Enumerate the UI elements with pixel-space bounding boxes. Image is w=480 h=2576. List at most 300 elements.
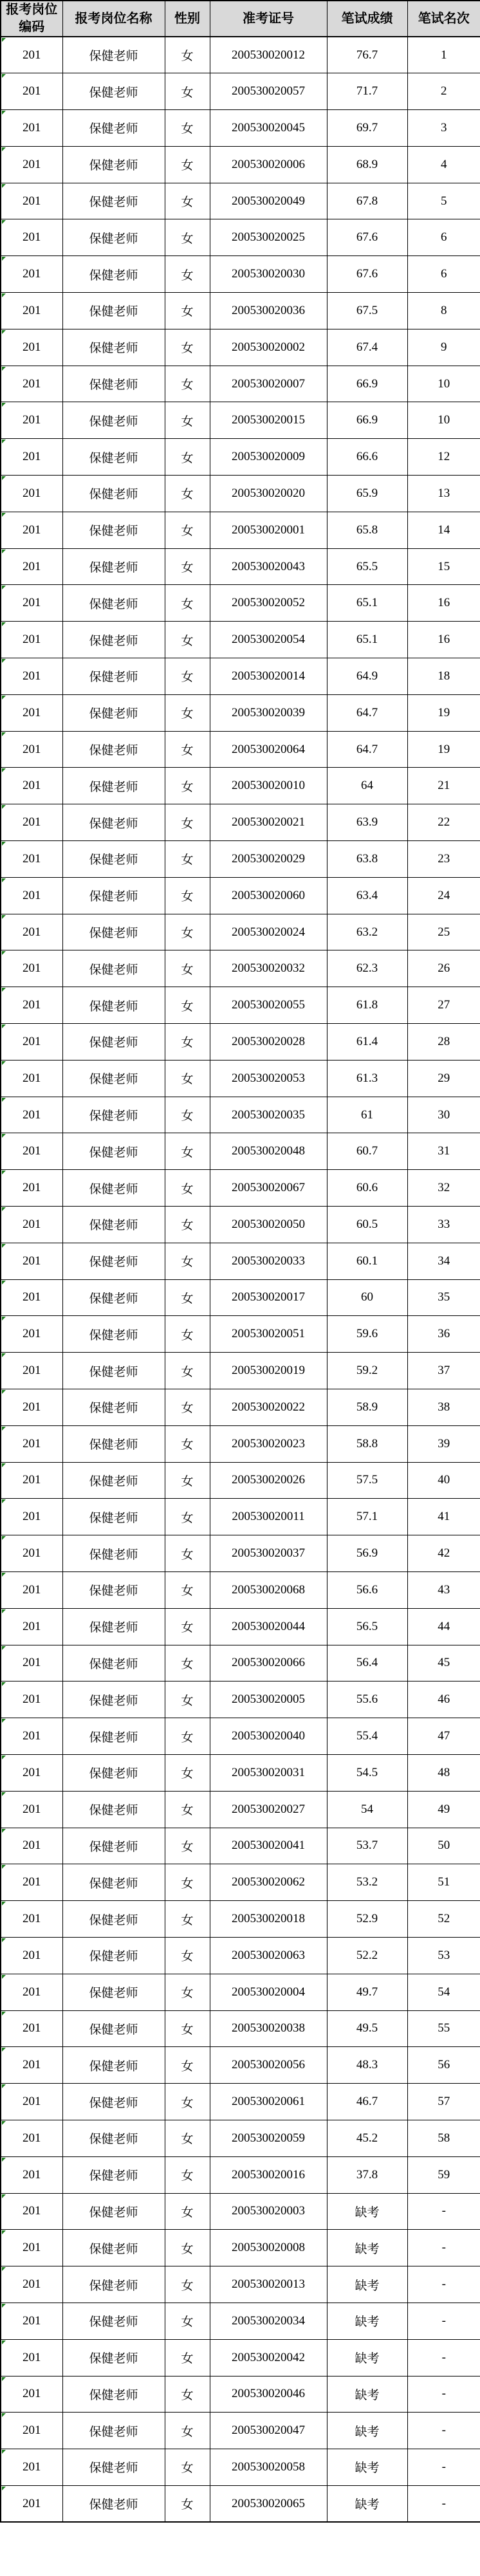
green-corner-flag-icon <box>2 2012 6 2015</box>
cell-ticket-number <box>210 512 327 548</box>
cell-position-code <box>1 658 62 695</box>
cell-written-score <box>327 622 407 658</box>
cell-text: 54 <box>438 1985 450 1999</box>
cell-ticket-number <box>210 914 327 950</box>
cell-ticket-number <box>210 183 327 219</box>
cell-text: 女 <box>181 2498 194 2512</box>
cell-ticket-number <box>210 1499 327 1535</box>
cell-text: 保健老师 <box>89 1511 138 1525</box>
cell-text: 201 <box>23 1839 41 1853</box>
cell-ticket-number <box>210 2303 327 2339</box>
cell-text: 59 <box>438 2167 450 2182</box>
cell-text: 201 <box>23 1217 41 1231</box>
cell-text: 200530020034 <box>232 2313 305 2328</box>
cell-text: 女 <box>181 2059 194 2073</box>
cell-gender <box>165 950 210 987</box>
cell-text: 保健老师 <box>89 86 138 100</box>
green-corner-flag-icon <box>2 2267 6 2271</box>
cell-written-score <box>327 1170 407 1207</box>
cell-position-code <box>1 1462 62 1499</box>
table-row <box>1 1937 480 1974</box>
cell-text: 201 <box>23 194 41 208</box>
cell-text: 19 <box>438 742 450 756</box>
cell-written-rank <box>407 2047 480 2084</box>
cell-text: 保健老师 <box>89 1073 138 1087</box>
cell-text: 200530020031 <box>232 1765 305 1779</box>
cell-position-code <box>1 877 62 914</box>
cell-ticket-number <box>210 1425 327 1462</box>
cell-position-name <box>62 37 165 73</box>
cell-position-name <box>62 219 165 256</box>
green-corner-flag-icon <box>2 220 6 224</box>
cell-text: 女 <box>181 853 194 867</box>
green-corner-flag-icon <box>2 696 6 700</box>
cell-text: 保健老师 <box>89 50 138 64</box>
cell-gender <box>165 1535 210 1572</box>
green-corner-flag-icon <box>2 1865 6 1869</box>
table-row <box>1 2230 480 2266</box>
cell-text: 女 <box>181 597 194 611</box>
cell-text: 200530020060 <box>232 888 305 902</box>
cell-text: 50 <box>438 1839 450 1853</box>
cell-text: 200530020041 <box>232 1839 305 1853</box>
cell-gender <box>165 439 210 476</box>
cell-position-code <box>1 1901 62 1938</box>
cell-position-code <box>1 2303 62 2339</box>
green-corner-flag-icon <box>2 1207 6 1211</box>
cell-text: 女 <box>181 159 194 173</box>
cell-written-rank <box>407 1974 480 2010</box>
table-row <box>1 1170 480 1207</box>
table-row <box>1 1535 480 1572</box>
cell-text: 200530020016 <box>232 2167 305 2182</box>
cell-gender <box>165 1243 210 1279</box>
cell-text: 71.7 <box>356 84 378 98</box>
table-row <box>1 183 480 219</box>
cell-position-code <box>1 1389 62 1425</box>
cell-text: 女 <box>181 2315 194 2330</box>
cell-written-score <box>327 2193 407 2230</box>
cell-gender <box>165 2449 210 2486</box>
cell-text: 12 <box>438 450 450 464</box>
cell-text: 200530020005 <box>232 1692 305 1707</box>
cell-text: 201 <box>23 705 41 719</box>
cell-text: 201 <box>23 1619 41 1633</box>
cell-text: 200530020025 <box>232 230 305 245</box>
table-row <box>1 1207 480 1243</box>
cell-text: 保健老师 <box>89 597 138 611</box>
cell-text: 200530020063 <box>232 1948 305 1962</box>
cell-gender <box>165 658 210 695</box>
cell-gender <box>165 2339 210 2376</box>
cell-gender <box>165 2303 210 2339</box>
cell-text: 保健老师 <box>89 1182 138 1196</box>
cell-text: 201 <box>23 888 41 902</box>
cell-text: 52.9 <box>356 1912 378 1926</box>
cell-text: 55 <box>438 2021 450 2035</box>
green-corner-flag-icon <box>2 805 6 809</box>
cell-ticket-number <box>210 1133 327 1170</box>
cell-text: 201 <box>23 120 41 134</box>
cell-text: 201 <box>23 2350 41 2364</box>
cell-text: 44 <box>438 1619 450 1633</box>
green-corner-flag-icon <box>2 1134 6 1138</box>
cell-text: 201 <box>23 1473 41 1487</box>
cell-written-rank <box>407 1864 480 1901</box>
cell-text: 保健老师 <box>89 1876 138 1891</box>
cell-position-code <box>1 1024 62 1061</box>
cell-text: - <box>441 2313 446 2328</box>
cell-text: 200530020018 <box>232 1912 305 1926</box>
cell-gender <box>165 1279 210 1316</box>
green-corner-flag-icon <box>2 1902 6 1905</box>
cell-text: 58 <box>438 2131 450 2145</box>
cell-position-code <box>1 183 62 219</box>
cell-text: 201 <box>23 157 41 171</box>
cell-text: 200530020062 <box>232 1875 305 1889</box>
cell-position-code <box>1 2449 62 2486</box>
cell-gender <box>165 1974 210 2010</box>
cell-text: 201 <box>23 486 41 500</box>
cell-ticket-number <box>210 1389 327 1425</box>
cell-text: 63.8 <box>356 851 378 866</box>
cell-text: 66.6 <box>356 450 378 464</box>
cell-gender <box>165 1060 210 1097</box>
cell-ticket-number <box>210 2376 327 2413</box>
cell-text: 60.6 <box>356 1181 378 1195</box>
cell-written-rank <box>407 841 480 878</box>
cell-text: 保健老师 <box>89 2352 138 2366</box>
cell-written-score <box>327 183 407 219</box>
cell-position-name <box>62 2485 165 2522</box>
table-row <box>1 768 480 804</box>
cell-text: 保健老师 <box>89 671 138 685</box>
cell-text: 10 <box>438 376 450 391</box>
cell-gender <box>165 1207 210 1243</box>
cell-written-score <box>327 914 407 950</box>
cell-text: 女 <box>181 122 194 136</box>
cell-position-code <box>1 548 62 585</box>
cell-written-rank <box>407 2339 480 2376</box>
cell-position-code <box>1 1243 62 1279</box>
cell-written-rank <box>407 293 480 329</box>
cell-gender <box>165 1864 210 1901</box>
cell-text: 66.9 <box>356 376 378 391</box>
cell-written-rank <box>407 1718 480 1755</box>
cell-text: 201 <box>23 559 41 573</box>
cell-written-score <box>327 2156 407 2193</box>
cell-text: 201 <box>23 84 41 98</box>
cell-gender <box>165 1645 210 1682</box>
cell-text: 保健老师 <box>89 2498 138 2512</box>
cell-position-code <box>1 1645 62 1682</box>
cell-text: - <box>441 2387 446 2401</box>
cell-text: 53.2 <box>356 1875 378 1889</box>
cell-gender <box>165 1425 210 1462</box>
cell-text: 18 <box>438 669 450 683</box>
cell-position-name <box>62 256 165 293</box>
cell-ticket-number <box>210 1353 327 1389</box>
cell-text: 缺考 <box>355 2242 380 2256</box>
cell-text: 14 <box>438 523 450 537</box>
cell-position-code <box>1 987 62 1024</box>
cell-written-rank <box>407 2485 480 2522</box>
cell-position-code <box>1 256 62 293</box>
table-row <box>1 841 480 878</box>
cell-text: 女 <box>181 1438 194 1452</box>
cell-text: 女 <box>181 927 194 941</box>
cell-written-rank <box>407 1316 480 1353</box>
cell-text: 53 <box>438 1948 450 1962</box>
cell-text: 女 <box>181 2425 194 2439</box>
table-row <box>1 658 480 695</box>
cell-text: 201 <box>23 2277 41 2291</box>
cell-text: 女 <box>181 488 194 502</box>
cell-written-rank <box>407 548 480 585</box>
cell-gender <box>165 183 210 219</box>
cell-gender <box>165 694 210 731</box>
cell-text: 201 <box>23 1802 41 1816</box>
cell-text: 200530020068 <box>232 1582 305 1597</box>
table-row <box>1 914 480 950</box>
cell-gender <box>165 1389 210 1425</box>
cell-written-rank <box>407 914 480 950</box>
cell-written-rank <box>407 2120 480 2156</box>
cell-text: 200530020047 <box>232 2423 305 2438</box>
table-row <box>1 1425 480 1462</box>
cell-gender <box>165 256 210 293</box>
cell-position-name <box>62 2376 165 2413</box>
cell-written-score <box>327 548 407 585</box>
cell-position-name <box>62 1425 165 1462</box>
cell-position-name <box>62 1974 165 2010</box>
cell-ticket-number <box>210 731 327 768</box>
green-corner-flag-icon <box>2 1792 6 1796</box>
table-row <box>1 1353 480 1389</box>
cell-position-name <box>62 73 165 110</box>
green-corner-flag-icon <box>2 1719 6 1723</box>
cell-text: 2 <box>441 84 447 98</box>
cell-position-name <box>62 2266 165 2303</box>
cell-text: 保健老师 <box>89 999 138 1014</box>
cell-ticket-number <box>210 1316 327 1353</box>
cell-text: 201 <box>23 2131 41 2145</box>
cell-position-name <box>62 1060 165 1097</box>
cell-text: 32 <box>438 1181 450 1195</box>
cell-written-rank <box>407 1608 480 1645</box>
cell-text: 67.8 <box>356 194 378 208</box>
cell-ticket-number <box>210 37 327 73</box>
cell-text: 保健老师 <box>89 890 138 904</box>
cell-written-score <box>327 1535 407 1572</box>
green-corner-flag-icon <box>2 2121 6 2125</box>
cell-position-name <box>62 402 165 439</box>
cell-written-score <box>327 329 407 366</box>
cell-written-rank <box>407 1389 480 1425</box>
table-row <box>1 2193 480 2230</box>
cell-gender <box>165 293 210 329</box>
cell-written-score <box>327 1097 407 1133</box>
cell-text: 女 <box>181 2242 194 2256</box>
cell-text: 保健老师 <box>89 2461 138 2476</box>
cell-text: 保健老师 <box>89 1730 138 1745</box>
green-corner-flag-icon <box>2 74 6 78</box>
green-corner-flag-icon <box>2 622 6 626</box>
cell-text: 保健老师 <box>89 2388 138 2402</box>
cell-text: 保健老师 <box>89 342 138 356</box>
cell-position-code <box>1 1060 62 1097</box>
cell-text: 200530020059 <box>232 2131 305 2145</box>
cell-text: 女 <box>181 1730 194 1745</box>
cell-position-name <box>62 694 165 731</box>
cell-written-score <box>327 2047 407 2084</box>
cell-text: 保健老师 <box>89 2059 138 2073</box>
green-corner-flag-icon <box>2 1317 6 1320</box>
cell-written-rank <box>407 1279 480 1316</box>
cell-gender <box>165 1937 210 1974</box>
cell-text: 201 <box>23 1912 41 1926</box>
green-corner-flag-icon <box>2 476 6 480</box>
green-corner-flag-icon <box>2 1427 6 1431</box>
cell-text: 201 <box>23 779 41 793</box>
cell-text: 200530020027 <box>232 1802 305 1816</box>
cell-written-rank <box>407 1133 480 1170</box>
table-row <box>1 694 480 731</box>
cell-ticket-number <box>210 2449 327 2486</box>
cell-position-name <box>62 1097 165 1133</box>
cell-text: 女 <box>181 1694 194 1708</box>
cell-position-name <box>62 2339 165 2376</box>
cell-text: 6 <box>441 267 447 281</box>
cell-text: 缺考 <box>355 2498 380 2512</box>
cell-gender <box>165 73 210 110</box>
table-row <box>1 37 480 73</box>
cell-text: 保健老师 <box>89 744 138 758</box>
cell-text: 35 <box>438 1290 450 1304</box>
cell-text: 39 <box>438 1436 450 1450</box>
green-corner-flag-icon <box>2 2048 6 2052</box>
cell-written-rank <box>407 2303 480 2339</box>
cell-ticket-number <box>210 658 327 695</box>
cell-written-rank <box>407 2230 480 2266</box>
cell-text: 201 <box>23 998 41 1012</box>
cell-text: 57 <box>438 2095 450 2109</box>
cell-written-rank <box>407 366 480 402</box>
cell-text: 女 <box>181 780 194 794</box>
cell-text: 59.2 <box>356 1364 378 1378</box>
cell-written-rank <box>407 877 480 914</box>
cell-text: 女 <box>181 2205 194 2219</box>
table-header <box>1 1 480 37</box>
cell-text: 200530020036 <box>232 303 305 317</box>
cell-text: 67.4 <box>356 340 378 354</box>
cell-position-code <box>1 694 62 731</box>
cell-text: 200530020057 <box>232 84 305 98</box>
cell-text: 200530020054 <box>232 633 305 647</box>
cell-written-rank <box>407 1462 480 1499</box>
cell-text: 保健老师 <box>89 927 138 941</box>
cell-written-score <box>327 1462 407 1499</box>
cell-text: 16 <box>438 596 450 610</box>
cell-text: 保健老师 <box>89 122 138 136</box>
cell-position-name <box>62 1279 165 1316</box>
cell-written-score <box>327 476 407 512</box>
cell-text: 53.7 <box>356 1839 378 1853</box>
table-row <box>1 622 480 658</box>
green-corner-flag-icon <box>2 2084 6 2088</box>
green-corner-flag-icon <box>2 1390 6 1394</box>
cell-text: 200530020046 <box>232 2387 305 2401</box>
green-corner-flag-icon <box>2 768 6 772</box>
cell-ticket-number <box>210 1462 327 1499</box>
table-row <box>1 402 480 439</box>
cell-text: 30 <box>438 1107 450 1122</box>
table-row <box>1 1828 480 1864</box>
green-corner-flag-icon <box>2 1756 6 1759</box>
cell-position-name <box>62 1316 165 1353</box>
cell-position-name <box>62 1133 165 1170</box>
cell-ticket-number <box>210 2339 327 2376</box>
table-row <box>1 293 480 329</box>
green-corner-flag-icon <box>2 2377 6 2381</box>
cell-text: 201 <box>23 1985 41 1999</box>
cell-written-rank <box>407 731 480 768</box>
cell-gender <box>165 1499 210 1535</box>
cell-text: 51 <box>438 1875 450 1889</box>
cell-ticket-number <box>210 585 327 622</box>
cell-text: 201 <box>23 2095 41 2109</box>
cell-gender <box>165 2485 210 2522</box>
cell-text: 200530020030 <box>232 267 305 281</box>
cell-position-code <box>1 2266 62 2303</box>
cell-text: 保健老师 <box>89 488 138 502</box>
cell-text: 女 <box>181 1219 194 1233</box>
cell-position-name <box>62 2303 165 2339</box>
cell-text: 63.2 <box>356 925 378 939</box>
cell-gender <box>165 1024 210 1061</box>
cell-gender <box>165 2047 210 2084</box>
cell-text: 201 <box>23 1510 41 1524</box>
cell-text: 200530020052 <box>232 596 305 610</box>
cell-text: 女 <box>181 2023 194 2037</box>
cell-text: 10 <box>438 413 450 427</box>
cell-text: 女 <box>181 890 194 904</box>
cell-position-name <box>62 2230 165 2266</box>
green-corner-flag-icon <box>2 1244 6 1248</box>
cell-position-code <box>1 2485 62 2522</box>
table-row <box>1 731 480 768</box>
cell-text: 女 <box>181 1548 194 1562</box>
cell-text: 女 <box>181 744 194 758</box>
cell-position-name <box>62 439 165 476</box>
cell-text: 201 <box>23 1144 41 1158</box>
cell-ticket-number <box>210 146 327 183</box>
cell-position-name <box>62 658 165 695</box>
cell-written-score <box>327 1864 407 1901</box>
cell-text: 女 <box>181 196 194 210</box>
cell-position-name <box>62 2193 165 2230</box>
cell-text: 200530020065 <box>232 2496 305 2510</box>
cell-position-code <box>1 1279 62 1316</box>
cell-position-name <box>62 2449 165 2486</box>
green-corner-flag-icon <box>2 257 6 261</box>
cell-text: 49.5 <box>356 2021 378 2035</box>
cell-position-code <box>1 585 62 622</box>
cell-text: 女 <box>181 671 194 685</box>
cell-written-score <box>327 877 407 914</box>
cell-text: 69.7 <box>356 120 378 134</box>
cell-gender <box>165 2266 210 2303</box>
